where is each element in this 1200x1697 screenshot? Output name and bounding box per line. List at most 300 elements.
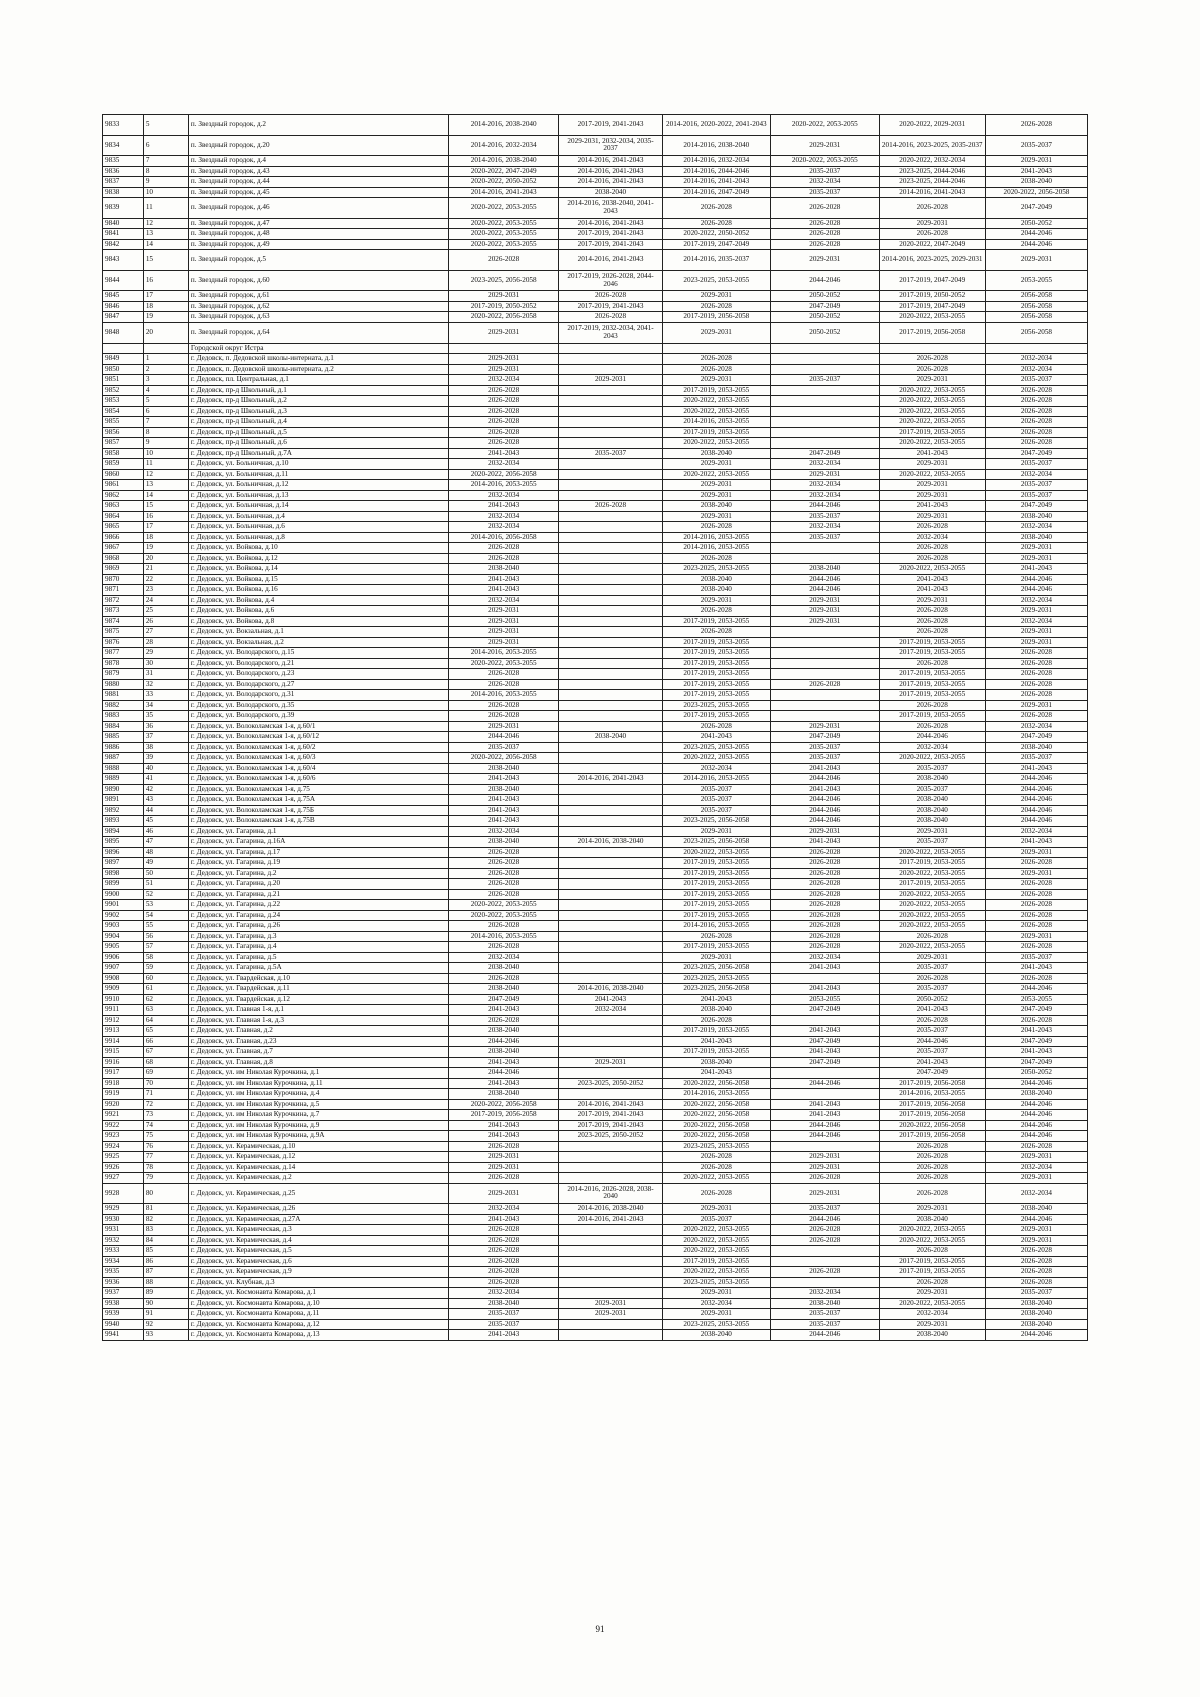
row-number-cell: 10 bbox=[143, 187, 188, 198]
period-cell-4: 2035-2037 bbox=[771, 1319, 879, 1330]
period-cell-6: 2026-2028 bbox=[985, 658, 1087, 669]
row-id-cell: 9834 bbox=[103, 135, 144, 156]
table-row bbox=[103, 229, 1088, 240]
period-cell-5: 2041-2043 bbox=[879, 501, 985, 512]
row-number-cell: 9 bbox=[143, 438, 188, 449]
period-cell-4: 2041-2043 bbox=[771, 963, 879, 974]
period-cell-5: 2014-2016, 2041-2043 bbox=[879, 187, 985, 198]
table-row bbox=[103, 1026, 1088, 1037]
period-cell-2 bbox=[559, 742, 662, 753]
address-cell: г. Дедовск, ул. Войкова, д.6 bbox=[188, 606, 448, 617]
period-cell-1: 2029-2031 bbox=[448, 364, 559, 375]
period-cell-4 bbox=[771, 438, 879, 449]
row-number-cell: 8 bbox=[143, 166, 188, 177]
period-cell-4: 2044-2046 bbox=[771, 1078, 879, 1089]
period-cell-2: 2014-2016, 2041-2043 bbox=[559, 218, 662, 229]
period-cell-6: 2038-2040 bbox=[985, 1309, 1087, 1320]
period-cell-5: 2017-2019, 2056-2058 bbox=[879, 1131, 985, 1142]
period-cell-2: 2017-2019, 2041-2043 bbox=[559, 1120, 662, 1131]
row-id-cell: 9884 bbox=[103, 721, 144, 732]
period-cell-2: 2029-2031 bbox=[559, 1057, 662, 1068]
period-cell-5: 2020-2022, 2053-2055 bbox=[879, 406, 985, 417]
period-cell-1: 2026-2028 bbox=[448, 1246, 559, 1257]
period-cell-6: 2047-2049 bbox=[985, 198, 1087, 219]
period-cell-4: 2044-2046 bbox=[771, 574, 879, 585]
address-cell: г. Дедовск, ул. Володарского, д.23 bbox=[188, 669, 448, 680]
row-id-cell: 9898 bbox=[103, 868, 144, 879]
period-cell-4 bbox=[771, 385, 879, 396]
period-cell-2: 2023-2025, 2050-2052 bbox=[559, 1078, 662, 1089]
address-cell: г. Дедовск, ул. Вокзальная, д.1 bbox=[188, 627, 448, 638]
table-row bbox=[103, 511, 1088, 522]
table-row bbox=[103, 427, 1088, 438]
period-cell-6: 2026-2028 bbox=[985, 973, 1087, 984]
period-cell-6: 2035-2037 bbox=[985, 1288, 1087, 1299]
period-cell-1: 2026-2028 bbox=[448, 669, 559, 680]
period-cell-5: 2020-2022, 2053-2055 bbox=[879, 921, 985, 932]
address-cell: г. Дедовск, ул. Войкова, д.14 bbox=[188, 564, 448, 575]
table-row bbox=[103, 826, 1088, 837]
period-cell-3: 2023-2025, 2056-2058 bbox=[662, 963, 770, 974]
page-number: 91 bbox=[595, 1624, 605, 1634]
period-cell-1: 2038-2040 bbox=[448, 837, 559, 848]
address-cell: г. Дедовск, ул. им Николая Курочкина, д.5 bbox=[188, 1099, 448, 1110]
period-cell-3: 2029-2031 bbox=[662, 480, 770, 491]
period-cell-5: 2020-2022, 2056-2058 bbox=[879, 1120, 985, 1131]
period-cell-6: 2047-2049 bbox=[985, 1057, 1087, 1068]
row-id-cell: 9851 bbox=[103, 375, 144, 386]
period-cell-4: 2029-2031 bbox=[771, 606, 879, 617]
period-cell-3: 2020-2022, 2053-2055 bbox=[662, 847, 770, 858]
period-cell-1: 2029-2031 bbox=[448, 322, 559, 343]
period-cell-5: 2020-2022, 2053-2055 bbox=[879, 753, 985, 764]
row-id-cell: 9935 bbox=[103, 1267, 144, 1278]
row-id-cell: 9889 bbox=[103, 774, 144, 785]
period-cell-5: 2041-2043 bbox=[879, 574, 985, 585]
period-cell-1: 2029-2031 bbox=[448, 627, 559, 638]
period-cell-4 bbox=[771, 700, 879, 711]
period-cell-5: 2017-2019, 2056-2058 bbox=[879, 1078, 985, 1089]
period-cell-5: 2020-2022, 2053-2055 bbox=[879, 900, 985, 911]
row-number-cell: 27 bbox=[143, 627, 188, 638]
row-id-cell: 9878 bbox=[103, 658, 144, 669]
period-cell-2 bbox=[559, 711, 662, 722]
period-cell-1: 2047-2049 bbox=[448, 994, 559, 1005]
period-cell-1: 2035-2037 bbox=[448, 742, 559, 753]
table-row bbox=[103, 1036, 1088, 1047]
period-cell-3: 2017-2019, 2047-2049 bbox=[662, 239, 770, 250]
row-number-cell: 70 bbox=[143, 1078, 188, 1089]
period-cell-3: 2032-2034 bbox=[662, 1298, 770, 1309]
period-cell-1: 2020-2022, 2056-2058 bbox=[448, 753, 559, 764]
period-cell-2: 2026-2028 bbox=[559, 312, 662, 323]
period-cell-3: 2020-2022, 2053-2055 bbox=[662, 753, 770, 764]
period-cell-6: 2029-2031 bbox=[985, 637, 1087, 648]
address-cell: п. Звездный городок, д.4 bbox=[188, 156, 448, 167]
address-cell: г. Дедовск, ул. Главная 1-я, д.1 bbox=[188, 1005, 448, 1016]
period-cell-3: 2020-2022, 2056-2058 bbox=[662, 1099, 770, 1110]
address-cell: п. Звездный городок, д.44 bbox=[188, 177, 448, 188]
period-cell-6: 2044-2046 bbox=[985, 574, 1087, 585]
period-cell-2 bbox=[559, 858, 662, 869]
period-cell-2 bbox=[559, 952, 662, 963]
period-cell-4: 2047-2049 bbox=[771, 1005, 879, 1016]
row-number-cell: 61 bbox=[143, 984, 188, 995]
period-cell-4 bbox=[771, 711, 879, 722]
period-cell-6: 2041-2043 bbox=[985, 837, 1087, 848]
period-cell-6: 2026-2028 bbox=[985, 417, 1087, 428]
period-cell-2 bbox=[559, 553, 662, 564]
row-number-cell: 39 bbox=[143, 753, 188, 764]
row-number-cell: 56 bbox=[143, 931, 188, 942]
period-cell-5: 2017-2019, 2056-2058 bbox=[879, 1099, 985, 1110]
period-cell-6: 2026-2028 bbox=[985, 648, 1087, 659]
row-number-cell: 40 bbox=[143, 763, 188, 774]
period-cell-6: 2029-2031 bbox=[985, 606, 1087, 617]
period-cell-3: 2038-2040 bbox=[662, 585, 770, 596]
address-cell: г. Дедовск, ул. Космонавта Комарова, д.1 bbox=[188, 1288, 448, 1299]
period-cell-6: 2029-2031 bbox=[985, 553, 1087, 564]
period-cell-4: 2032-2034 bbox=[771, 490, 879, 501]
period-cell-2: 2032-2034 bbox=[559, 1005, 662, 1016]
period-cell-4: 2032-2034 bbox=[771, 952, 879, 963]
period-cell-1: 2026-2028 bbox=[448, 700, 559, 711]
period-cell-5: 2041-2043 bbox=[879, 448, 985, 459]
table-row bbox=[103, 1047, 1088, 1058]
period-cell-4 bbox=[771, 1246, 879, 1257]
period-cell-2 bbox=[559, 1246, 662, 1257]
address-cell: г. Дедовск, ул. Керамическая, д.25 bbox=[188, 1183, 448, 1204]
table-row bbox=[103, 879, 1088, 890]
row-number-cell: 3 bbox=[143, 375, 188, 386]
address-cell: г. Дедовск, ул. Гвардейская, д.12 bbox=[188, 994, 448, 1005]
period-cell-5: 2026-2028 bbox=[879, 198, 985, 219]
row-id-cell: 9926 bbox=[103, 1162, 144, 1173]
row-number-cell: 12 bbox=[143, 218, 188, 229]
period-cell-6: 2026-2028 bbox=[985, 1277, 1087, 1288]
period-cell-2 bbox=[559, 343, 662, 354]
period-cell-1: 2020-2022, 2053-2055 bbox=[448, 198, 559, 219]
table-row bbox=[103, 1057, 1088, 1068]
period-cell-6: 2044-2046 bbox=[985, 239, 1087, 250]
address-cell: Городской округ Истра bbox=[188, 343, 448, 354]
period-cell-4: 2029-2031 bbox=[771, 595, 879, 606]
row-number-cell: 88 bbox=[143, 1277, 188, 1288]
address-cell: г. Дедовск, ул. Володарского, д.39 bbox=[188, 711, 448, 722]
period-cell-4 bbox=[771, 1277, 879, 1288]
period-cell-4: 2026-2028 bbox=[771, 942, 879, 953]
period-cell-2 bbox=[559, 354, 662, 365]
table-row bbox=[103, 679, 1088, 690]
period-cell-1: 2044-2046 bbox=[448, 732, 559, 743]
address-cell: г. Дедовск, ул. Волоколамская 1-я, д.75Б bbox=[188, 805, 448, 816]
row-number-cell: 60 bbox=[143, 973, 188, 984]
period-cell-3: 2026-2028 bbox=[662, 606, 770, 617]
row-id-cell: 9862 bbox=[103, 490, 144, 501]
period-cell-6: 2029-2031 bbox=[985, 627, 1087, 638]
row-number-cell: 48 bbox=[143, 847, 188, 858]
row-id-cell: 9925 bbox=[103, 1152, 144, 1163]
address-cell: г. Дедовск, ул. Волоколамская 1-я, д.60/4 bbox=[188, 763, 448, 774]
row-number-cell: 82 bbox=[143, 1214, 188, 1225]
period-cell-6: 2032-2034 bbox=[985, 595, 1087, 606]
address-cell: г. Дедовск, ул. Гвардейская, д.11 bbox=[188, 984, 448, 995]
period-cell-3: 2023-2025, 2053-2055 bbox=[662, 700, 770, 711]
table-row bbox=[103, 711, 1088, 722]
period-cell-2 bbox=[559, 931, 662, 942]
period-cell-4: 2026-2028 bbox=[771, 889, 879, 900]
period-cell-3: 2023-2025, 2053-2055 bbox=[662, 1319, 770, 1330]
period-cell-1: 2026-2028 bbox=[448, 921, 559, 932]
period-cell-1: 2044-2046 bbox=[448, 1068, 559, 1079]
period-cell-1: 2032-2034 bbox=[448, 511, 559, 522]
address-cell: г. Дедовск, пр-д Школьный, д.4 bbox=[188, 417, 448, 428]
period-cell-6: 2041-2043 bbox=[985, 564, 1087, 575]
table-row bbox=[103, 753, 1088, 764]
address-cell: г. Дедовск, ул. Керамическая, д.3 bbox=[188, 1225, 448, 1236]
period-cell-5: 2038-2040 bbox=[879, 1214, 985, 1225]
period-cell-2 bbox=[559, 1235, 662, 1246]
period-cell-3: 2029-2031 bbox=[662, 291, 770, 302]
table-row bbox=[103, 1099, 1088, 1110]
row-number-cell: 16 bbox=[143, 511, 188, 522]
row-number-cell: 53 bbox=[143, 900, 188, 911]
row-id-cell: 9847 bbox=[103, 312, 144, 323]
period-cell-5: 2029-2031 bbox=[879, 1204, 985, 1215]
period-cell-3: 2020-2022, 2053-2055 bbox=[662, 1267, 770, 1278]
row-id-cell: 9916 bbox=[103, 1057, 144, 1068]
period-cell-2 bbox=[559, 763, 662, 774]
row-number-cell: 18 bbox=[143, 301, 188, 312]
period-cell-1: 2035-2037 bbox=[448, 1319, 559, 1330]
period-cell-3: 2014-2016, 2053-2055 bbox=[662, 417, 770, 428]
row-id-cell: 9874 bbox=[103, 616, 144, 627]
period-cell-6: 2053-2055 bbox=[985, 270, 1087, 291]
row-number-cell: 87 bbox=[143, 1267, 188, 1278]
address-cell: г. Дедовск, ул. Волоколамская 1-я, д.60/6 bbox=[188, 774, 448, 785]
period-cell-4: 2026-2028 bbox=[771, 910, 879, 921]
table-row bbox=[103, 396, 1088, 407]
row-id-cell: 9932 bbox=[103, 1235, 144, 1246]
period-cell-6: 2038-2040 bbox=[985, 1319, 1087, 1330]
period-cell-1: 2026-2028 bbox=[448, 1141, 559, 1152]
period-cell-4: 2053-2055 bbox=[771, 994, 879, 1005]
period-cell-5: 2017-2019, 2053-2055 bbox=[879, 1267, 985, 1278]
address-cell: г. Дедовск, ул. Керамическая, д.6 bbox=[188, 1256, 448, 1267]
period-cell-1: 2032-2034 bbox=[448, 375, 559, 386]
row-number-cell: 85 bbox=[143, 1246, 188, 1257]
row-id-cell: 9870 bbox=[103, 574, 144, 585]
table-row bbox=[103, 250, 1088, 271]
period-cell-2 bbox=[559, 1225, 662, 1236]
row-id-cell: 9908 bbox=[103, 973, 144, 984]
period-cell-2 bbox=[559, 868, 662, 879]
address-cell: г. Дедовск, ул. Войкова, д.15 bbox=[188, 574, 448, 585]
table-row bbox=[103, 417, 1088, 428]
period-cell-2 bbox=[559, 921, 662, 932]
row-id-cell: 9903 bbox=[103, 921, 144, 932]
row-id-cell: 9899 bbox=[103, 879, 144, 890]
period-cell-1: 2026-2028 bbox=[448, 385, 559, 396]
address-cell: г. Дедовск, ул. им Николая Курочкина, д.9А bbox=[188, 1131, 448, 1142]
period-cell-1: 2029-2031 bbox=[448, 354, 559, 365]
period-cell-3: 2017-2019, 2053-2055 bbox=[662, 711, 770, 722]
period-cell-3: 2020-2022, 2056-2058 bbox=[662, 1078, 770, 1089]
period-cell-6: 2038-2040 bbox=[985, 1298, 1087, 1309]
period-cell-1: 2014-2016, 2053-2055 bbox=[448, 648, 559, 659]
row-id-cell: 9939 bbox=[103, 1309, 144, 1320]
period-cell-5: 2038-2040 bbox=[879, 774, 985, 785]
row-number-cell: 63 bbox=[143, 1005, 188, 1016]
period-cell-5: 2041-2043 bbox=[879, 585, 985, 596]
period-cell-4 bbox=[771, 343, 879, 354]
period-cell-1: 2041-2043 bbox=[448, 1214, 559, 1225]
row-number-cell: 55 bbox=[143, 921, 188, 932]
period-cell-1: 2020-2022, 2056-2058 bbox=[448, 312, 559, 323]
row-id-cell: 9924 bbox=[103, 1141, 144, 1152]
row-number-cell: 77 bbox=[143, 1152, 188, 1163]
table-row bbox=[103, 218, 1088, 229]
period-cell-5: 2020-2022, 2053-2055 bbox=[879, 868, 985, 879]
table-row bbox=[103, 616, 1088, 627]
period-cell-6: 2029-2031 bbox=[985, 1225, 1087, 1236]
period-cell-2 bbox=[559, 721, 662, 732]
period-cell-3: 2026-2028 bbox=[662, 1152, 770, 1163]
period-cell-1: 2038-2040 bbox=[448, 1047, 559, 1058]
row-id-cell: 9896 bbox=[103, 847, 144, 858]
row-number-cell: 51 bbox=[143, 879, 188, 890]
table-row bbox=[103, 973, 1088, 984]
address-cell: п. Звездный городок, д.48 bbox=[188, 229, 448, 240]
period-cell-1: 2032-2034 bbox=[448, 952, 559, 963]
period-cell-3: 2014-2016, 2038-2040 bbox=[662, 135, 770, 156]
table-row bbox=[103, 1277, 1088, 1288]
period-cell-1: 2014-2016, 2053-2055 bbox=[448, 690, 559, 701]
period-cell-2 bbox=[559, 490, 662, 501]
period-cell-6: 2047-2049 bbox=[985, 501, 1087, 512]
period-cell-2: 2014-2016, 2038-2040, 2041-2043 bbox=[559, 198, 662, 219]
period-cell-2: 2026-2028 bbox=[559, 501, 662, 512]
period-cell-1: 2020-2022, 2053-2055 bbox=[448, 658, 559, 669]
period-cell-3: 2020-2022, 2053-2055 bbox=[662, 1235, 770, 1246]
period-cell-6: 2044-2046 bbox=[985, 1110, 1087, 1121]
period-cell-5: 2017-2019, 2053-2055 bbox=[879, 858, 985, 869]
table-row bbox=[103, 354, 1088, 365]
period-cell-4: 2044-2046 bbox=[771, 805, 879, 816]
period-cell-5: 2020-2022, 2029-2031 bbox=[879, 115, 985, 136]
row-number-cell: 44 bbox=[143, 805, 188, 816]
period-cell-4: 2035-2037 bbox=[771, 742, 879, 753]
period-cell-6: 2026-2028 bbox=[985, 406, 1087, 417]
period-cell-4 bbox=[771, 669, 879, 680]
address-cell: г. Дедовск, пр-д Школьный, д.5 bbox=[188, 427, 448, 438]
period-cell-3: 2029-2031 bbox=[662, 511, 770, 522]
period-cell-4: 2041-2043 bbox=[771, 1047, 879, 1058]
period-cell-5: 2017-2019, 2047-2049 bbox=[879, 301, 985, 312]
period-cell-5: 2020-2022, 2053-2055 bbox=[879, 417, 985, 428]
period-cell-2: 2029-2031 bbox=[559, 1298, 662, 1309]
row-id-cell: 9861 bbox=[103, 480, 144, 491]
table-row bbox=[103, 385, 1088, 396]
period-cell-6: 2029-2031 bbox=[985, 1152, 1087, 1163]
period-cell-4: 2029-2031 bbox=[771, 1162, 879, 1173]
period-cell-5: 2026-2028 bbox=[879, 1141, 985, 1152]
period-cell-1: 2041-2043 bbox=[448, 1057, 559, 1068]
table-row bbox=[103, 669, 1088, 680]
row-id-cell: 9900 bbox=[103, 889, 144, 900]
period-cell-5: 2035-2037 bbox=[879, 963, 985, 974]
table-row bbox=[103, 648, 1088, 659]
row-id-cell: 9850 bbox=[103, 364, 144, 375]
period-cell-5: 2035-2037 bbox=[879, 1026, 985, 1037]
period-cell-4 bbox=[771, 1256, 879, 1267]
period-cell-6: 2026-2028 bbox=[985, 690, 1087, 701]
table-row bbox=[103, 564, 1088, 575]
period-cell-2: 2014-2016, 2038-2040 bbox=[559, 1204, 662, 1215]
row-number-cell bbox=[143, 343, 188, 354]
row-number-cell: 7 bbox=[143, 417, 188, 428]
period-cell-6: 2044-2046 bbox=[985, 774, 1087, 785]
period-cell-2 bbox=[559, 1068, 662, 1079]
period-cell-2 bbox=[559, 606, 662, 617]
row-number-cell: 10 bbox=[143, 448, 188, 459]
period-cell-6: 2038-2040 bbox=[985, 1204, 1087, 1215]
period-cell-5: 2026-2028 bbox=[879, 973, 985, 984]
period-cell-2: 2014-2016, 2038-2040 bbox=[559, 837, 662, 848]
period-cell-5: 2029-2031 bbox=[879, 375, 985, 386]
period-cell-3: 2026-2028 bbox=[662, 1183, 770, 1204]
period-cell-2: 2014-2016, 2041-2043 bbox=[559, 774, 662, 785]
period-cell-2 bbox=[559, 784, 662, 795]
period-cell-4: 2026-2028 bbox=[771, 879, 879, 890]
address-cell: г. Дедовск, ул. Больничная, д.13 bbox=[188, 490, 448, 501]
row-number-cell: 13 bbox=[143, 229, 188, 240]
table-row bbox=[103, 553, 1088, 564]
period-cell-1: 2041-2043 bbox=[448, 1005, 559, 1016]
row-number-cell: 41 bbox=[143, 774, 188, 785]
period-cell-5: 2035-2037 bbox=[879, 1047, 985, 1058]
period-cell-5: 2026-2028 bbox=[879, 721, 985, 732]
address-cell: г. Дедовск, ул. Гагарина, д.20 bbox=[188, 879, 448, 890]
period-cell-5 bbox=[879, 343, 985, 354]
period-cell-4: 2044-2046 bbox=[771, 1131, 879, 1142]
row-number-cell: 66 bbox=[143, 1036, 188, 1047]
address-cell: г. Дедовск, ул. Гвардейская, д.10 bbox=[188, 973, 448, 984]
period-cell-1: 2041-2043 bbox=[448, 1120, 559, 1131]
table-row bbox=[103, 1235, 1088, 1246]
period-cell-3: 2017-2019, 2053-2055 bbox=[662, 679, 770, 690]
period-cell-5: 2017-2019, 2050-2052 bbox=[879, 291, 985, 302]
period-cell-1: 2041-2043 bbox=[448, 805, 559, 816]
table-row bbox=[103, 1005, 1088, 1016]
period-cell-4: 2047-2049 bbox=[771, 1057, 879, 1068]
address-cell: г. Дедовск, ул. Гагарина, д.1 bbox=[188, 826, 448, 837]
period-cell-4: 2026-2028 bbox=[771, 1235, 879, 1246]
period-cell-2 bbox=[559, 690, 662, 701]
period-cell-1: 2038-2040 bbox=[448, 784, 559, 795]
period-cell-6: 2035-2037 bbox=[985, 459, 1087, 470]
row-number-cell: 36 bbox=[143, 721, 188, 732]
period-cell-5: 2026-2028 bbox=[879, 1183, 985, 1204]
period-cell-4 bbox=[771, 553, 879, 564]
period-cell-5: 2038-2040 bbox=[879, 816, 985, 827]
period-cell-6: 2038-2040 bbox=[985, 532, 1087, 543]
period-cell-5: 2014-2016, 2023-2025, 2035-2037 bbox=[879, 135, 985, 156]
period-cell-1: 2023-2025, 2056-2058 bbox=[448, 270, 559, 291]
row-id-cell: 9843 bbox=[103, 250, 144, 271]
period-cell-5: 2041-2043 bbox=[879, 1005, 985, 1016]
table-row bbox=[103, 606, 1088, 617]
